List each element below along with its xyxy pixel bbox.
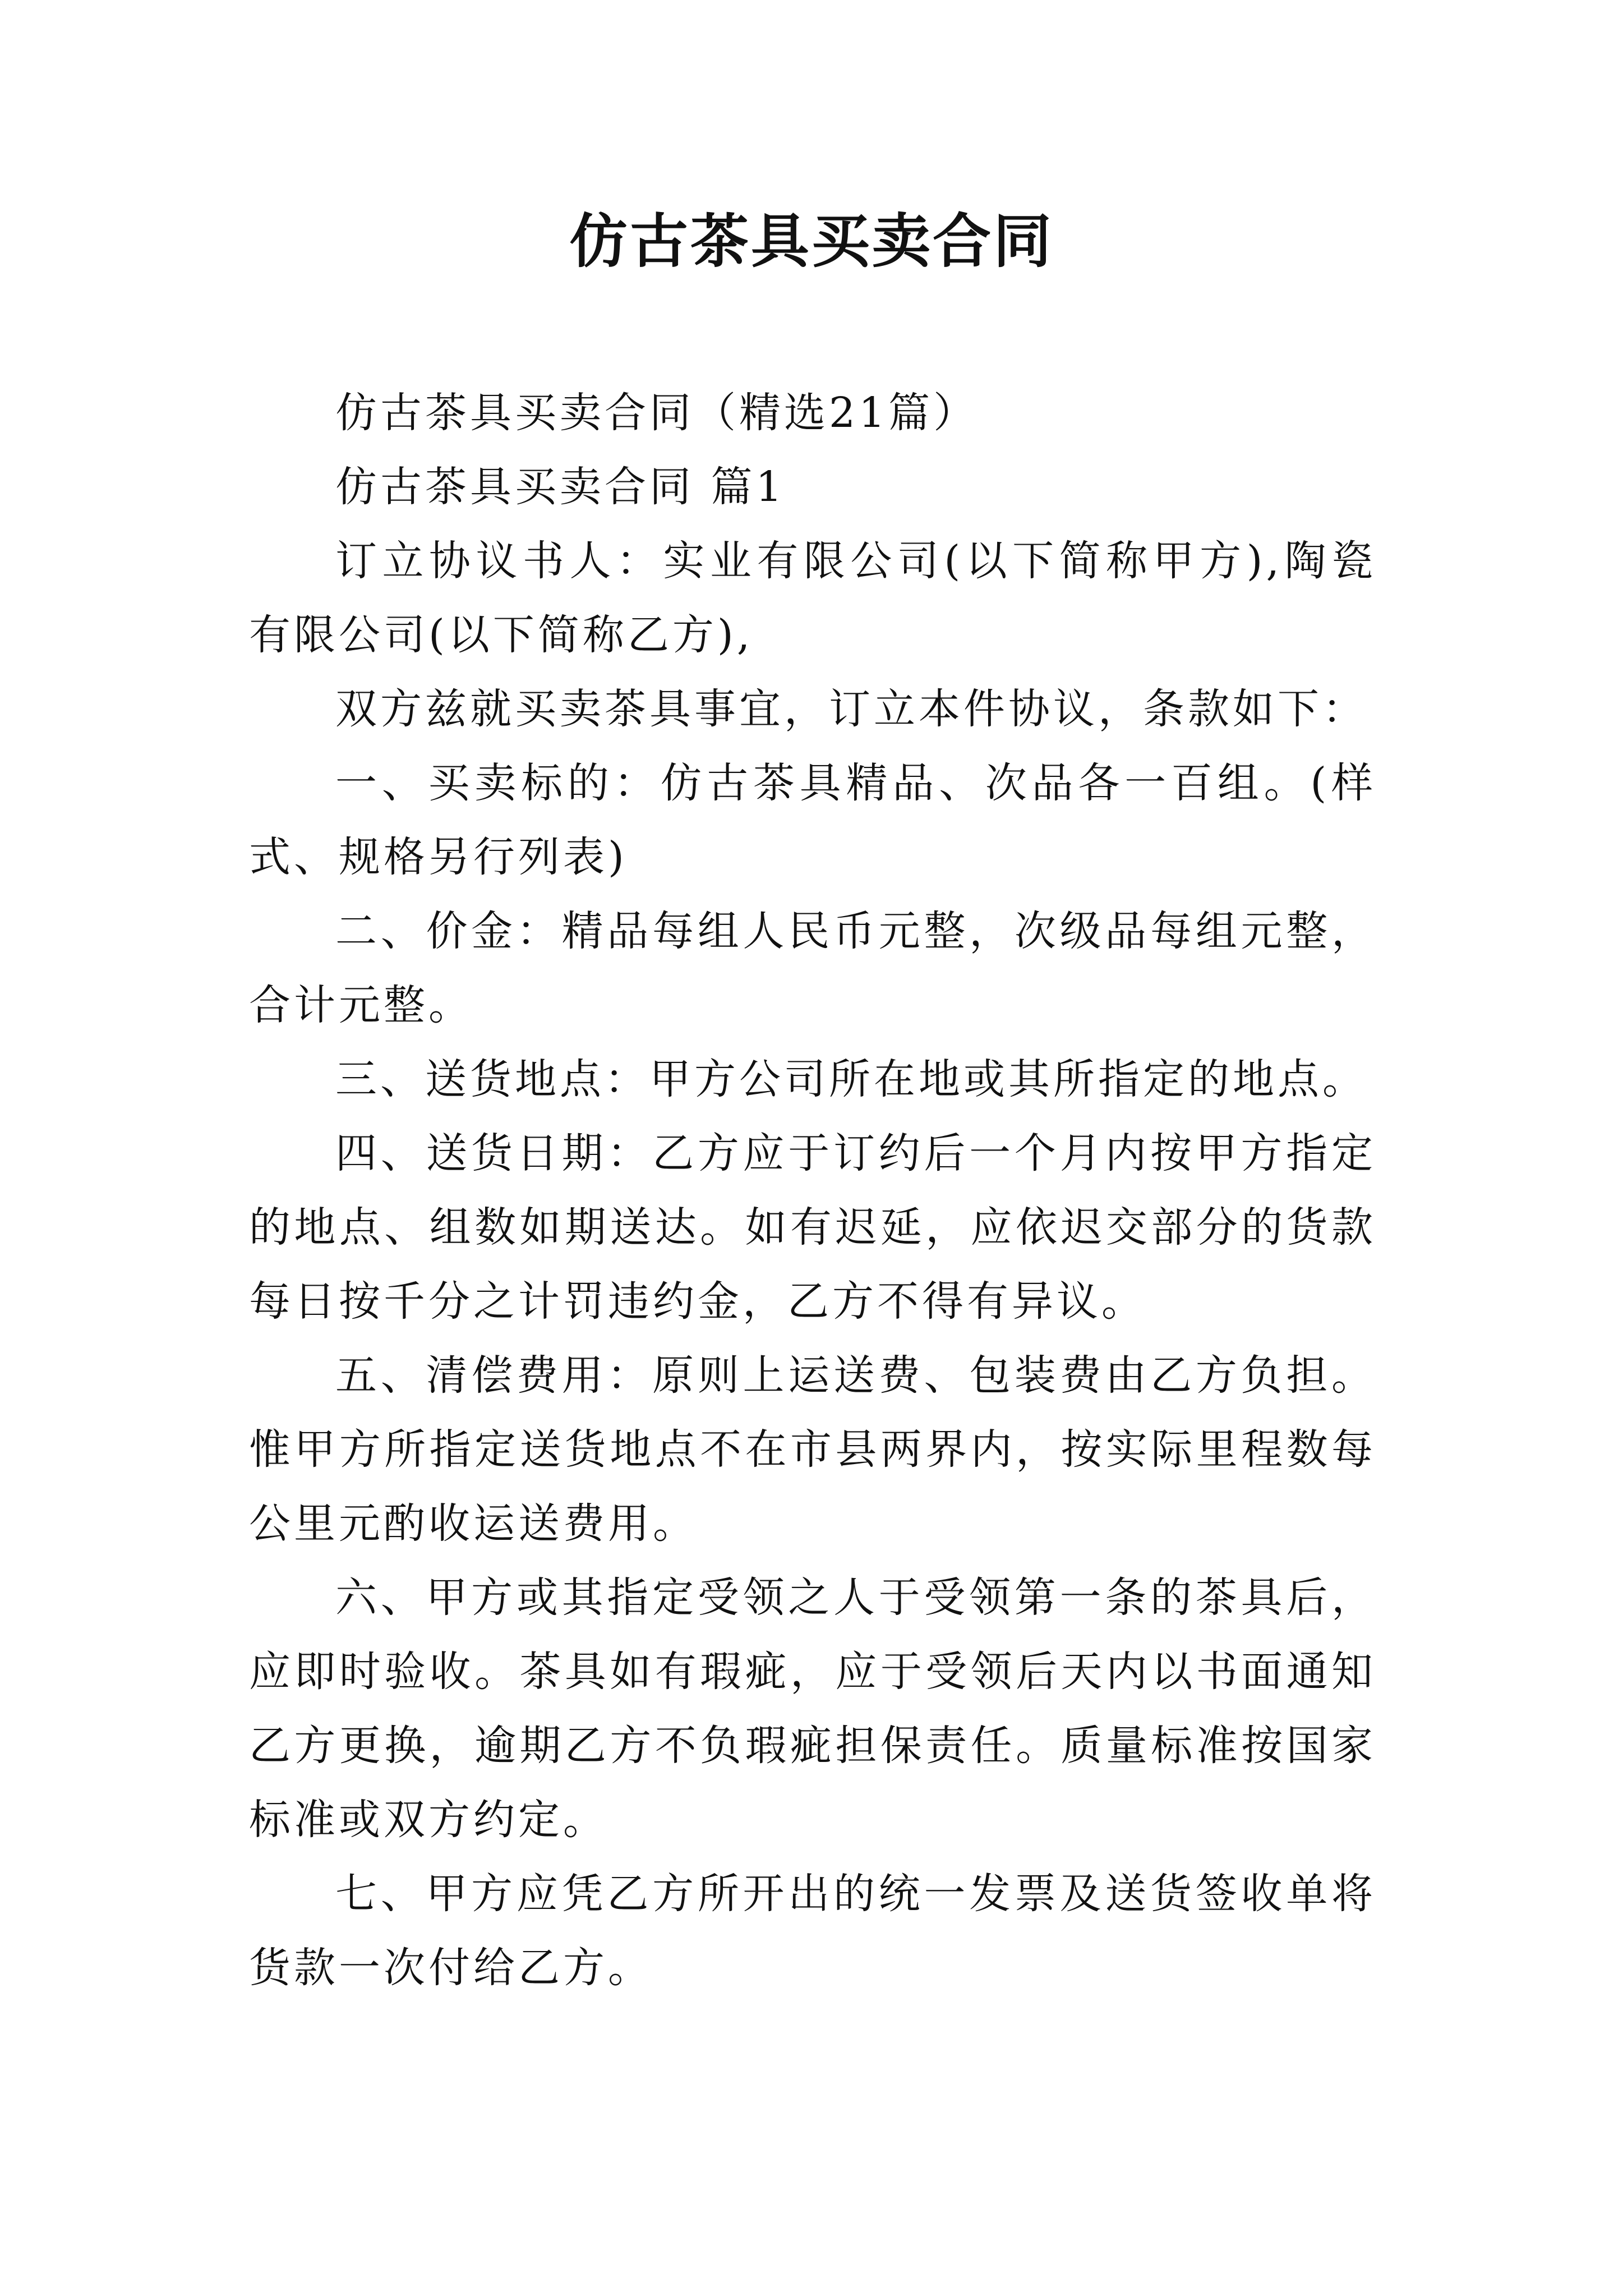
paragraph-clause-1: 一、买卖标的：仿古茶具精品、次品各一百组。(样式、规格另行列表) [249, 759, 1376, 881]
paragraph-clause-6: 六、甲方或其指定受领之人于受领第一条的茶具后，应即时验收。茶具如有瑕疵，应于受领后天内以书面通知乙方更换，逾期乙方不负瑕疵担保责任。质量标准按国家标准或双方约定。 [249, 1573, 1376, 1844]
document-body [249, 376, 1376, 2005]
paragraph-intro: 双方兹就买卖茶具事宜，订立本件协议，条款如下： [335, 685, 1367, 733]
paragraph-parties: 订立协议书人：实业有限公司(以下简称甲方),陶瓷有限公司(以下简称乙方), [249, 537, 1376, 659]
paragraph-clause-3: 三、送货地点：甲方公司所在地或其所指定的地点。 [335, 1055, 1367, 1103]
paragraph-clause-7: 七、甲方应凭乙方所开出的统一发票及送货签收单将货款一次付给乙方。 [249, 1870, 1376, 1992]
paragraph-clause-5: 五、清偿费用：原则上运送费、包装费由乙方负担。惟甲方所指定送货地点不在市县两界内，按实际里程数每公里元酌收运送费用。 [249, 1351, 1376, 1548]
document-title: 仿古茶具买卖合同 [569, 206, 1054, 275]
paragraph-clause-2: 二、价金：精品每组人民币元整，次级品每组元整，合计元整。 [249, 907, 1376, 1029]
paragraph-heading: 仿古茶具买卖合同（精选21篇） [335, 389, 979, 437]
paragraph-section-title: 仿古茶具买卖合同 篇1 [335, 463, 786, 511]
paragraph-clause-4: 四、送货日期：乙方应于订约后一个月内按甲方指定的地点、组数如期送达。如有迟延，应依迟交部分的货款每日按千分之计罚违约金，乙方不得有异议。 [249, 1129, 1376, 1326]
